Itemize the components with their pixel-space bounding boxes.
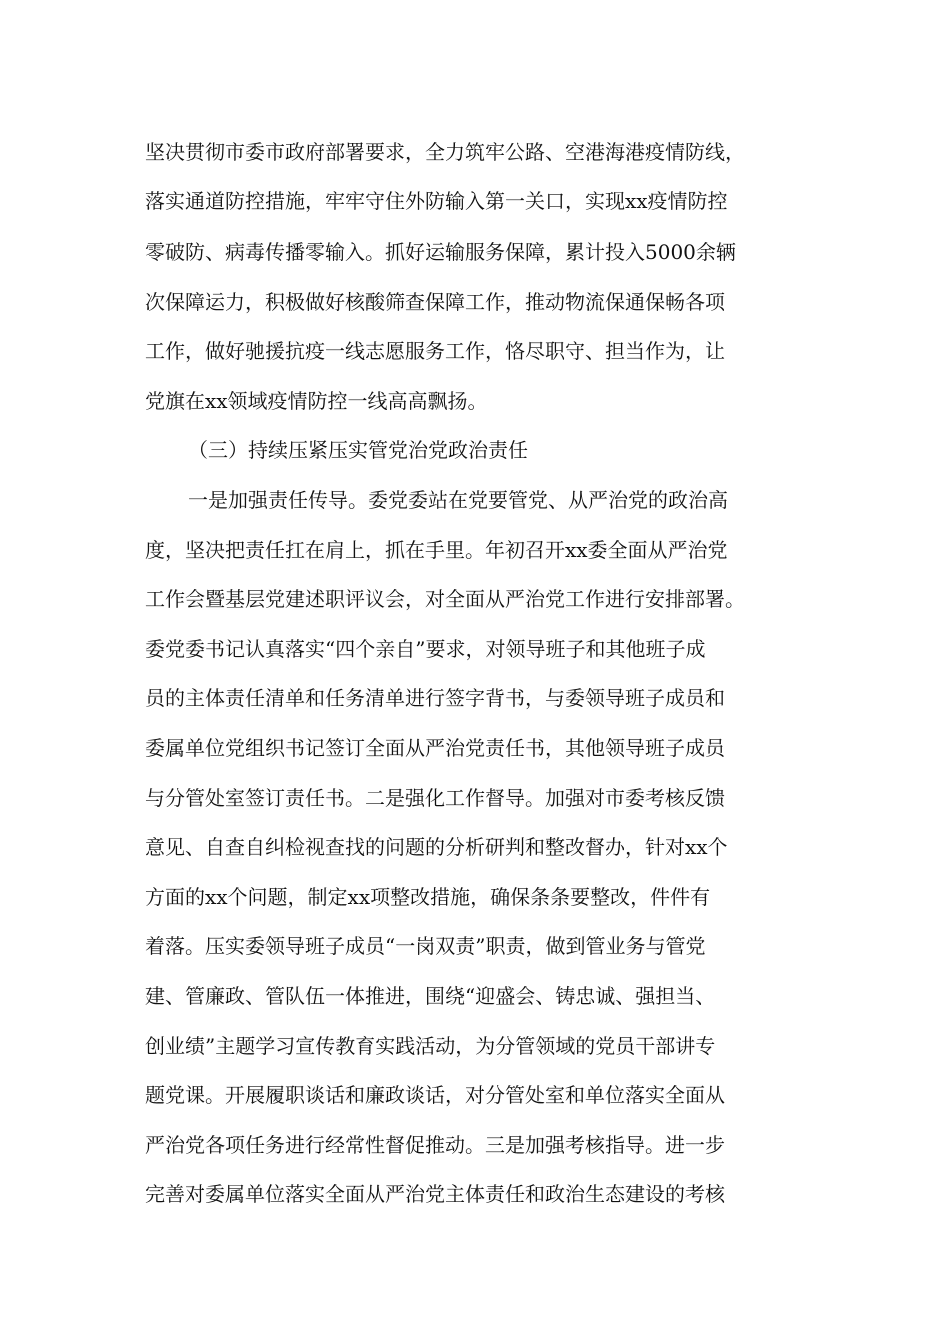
paragraph-line: 次保障运力，积极做好核酸筛查保障工作，推动物流保通保畅各项 bbox=[145, 290, 725, 314]
paragraph-line: 工作会暨基层党建述职评议会，对全面从严治党工作进行安排部署。 bbox=[145, 587, 745, 611]
paragraph-line: 落实通道防控措施，牢牢守住外防输入第一关口，实现xx疫情防控 bbox=[145, 189, 728, 213]
paragraph-line: 与分管处室签订责任书。二是强化工作督导。加强对市委考核反馈 bbox=[145, 786, 725, 810]
paragraph-line: 建、管廉政、管队伍一体推进，围绕“迎盛会、铸忠诚、强担当、 bbox=[145, 984, 716, 1008]
paragraph-line: 着落。压实委领导班子成员“一岗双责”职责，做到管业务与管党 bbox=[145, 934, 706, 958]
paragraph-line: 意见、自查自纠检视查找的问题的分析研判和整改督办，针对xx个 bbox=[145, 835, 728, 859]
paragraph-line: 工作，做好驰援抗疫一线志愿服务工作，恪尽职守、担当作为，让 bbox=[145, 339, 725, 363]
paragraph-line: 度，坚决把责任扛在肩上，抓在手里。年初召开xx委全面从严治党 bbox=[145, 538, 728, 562]
paragraph-line: 员的主体责任清单和任务清单进行签字背书，与委领导班子成员和 bbox=[145, 686, 725, 710]
paragraph-line: 严治党各项任务进行经常性督促推动。三是加强考核指导。进一步 bbox=[145, 1133, 725, 1157]
paragraph-line: 零破防、病毒传播零输入。抓好运输服务保障，累计投入5000余辆 bbox=[145, 240, 736, 264]
paragraph-line: 坚决贯彻市委市政府部署要求，全力筑牢公路、空港海港疫情防线， bbox=[145, 140, 745, 164]
section-heading: （三）持续压紧压实管党治党政治责任 bbox=[188, 438, 528, 462]
paragraph-line: 委党委书记认真落实“四个亲自”要求，对领导班子和其他班子成 bbox=[145, 637, 706, 661]
paragraph-line: 方面的xx个问题，制定xx项整改措施，确保条条要整改，件件有 bbox=[145, 885, 711, 909]
paragraph-line: 完善对委属单位落实全面从严治党主体责任和政治生态建设的考核 bbox=[145, 1182, 725, 1206]
paragraph-line: 题党课。开展履职谈话和廉政谈话，对分管处室和单位落实全面从 bbox=[145, 1083, 725, 1107]
paragraph-line: 创业绩”主题学习宣传教育实践活动，为分管领域的党员干部讲专 bbox=[145, 1034, 716, 1058]
paragraph-line: 党旗在xx领域疫情防控一线高高飘扬。 bbox=[145, 389, 488, 413]
paragraph-line: 委属单位党组织书记签订全面从严治党责任书，其他领导班子成员 bbox=[145, 736, 725, 760]
paragraph-line: 一是加强责任传导。委党委站在党要管党、从严治党的政治高 bbox=[188, 488, 728, 512]
